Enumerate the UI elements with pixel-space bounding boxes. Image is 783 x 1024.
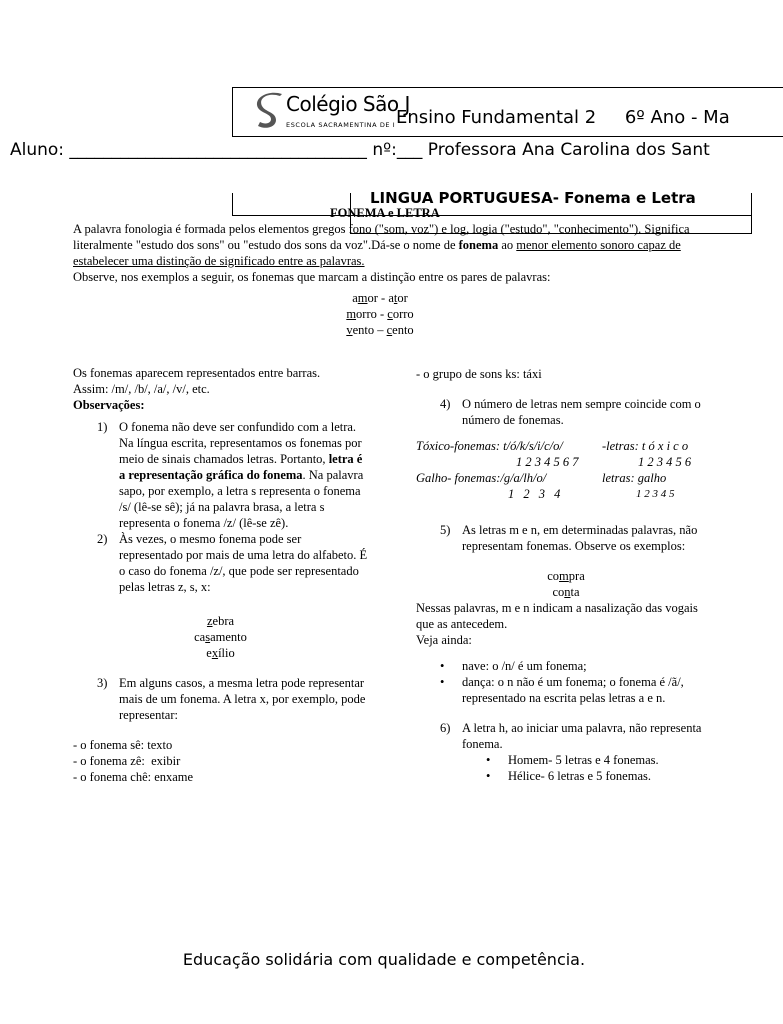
logo-s-icon <box>254 92 284 132</box>
subject-title: LINGUA PORTUGUESA- Fonema e Letra <box>370 189 696 207</box>
observation-3: 3) Em alguns casos, a mesma letra pode representar mais de um fonema. A letra x, por exemplo, pode representar: <box>97 676 366 722</box>
observations-list-4 <box>416 522 716 554</box>
nasal-note: Nessas palavras, m e n indicam a nasalização das vogais que as antecedem. <box>416 601 698 631</box>
x-examples: - o fonema sê: texto - o fonema zê: exibir - o fonema chê: enxame <box>73 738 194 784</box>
veja-ainda: Veja ainda: <box>416 633 472 647</box>
pair-2: morro - corro <box>346 307 414 321</box>
bullet-nave: • nave: o /n/ é um fonema; <box>440 659 587 673</box>
bullet-icon: • <box>440 659 445 673</box>
observations-list-2 <box>73 675 368 723</box>
left-line-2: Assim: /m/, /b/, /a/, /v/, etc. <box>73 382 210 396</box>
intro-paragraph <box>73 221 713 285</box>
intro-text-2: Observe, nos exemplos a seguir, os fonemas que marcam a distinção entre os pares de palavras: <box>73 270 551 284</box>
bullet-homem: • Homem- 5 letras e 4 fonemas. <box>486 753 659 767</box>
observations-title: Observações: <box>73 398 145 412</box>
logo-subtitle: ESCOLA SACRAMENTINA DE I <box>286 121 396 129</box>
observation-2: 2) Às vezes, o mesmo fonema pode ser representado por mais de uma letra do alfabeto. É o caso do fonema /z/, que pode ser representado pelas letras z, s, x: <box>97 532 368 594</box>
bullet-icon: • <box>486 753 491 767</box>
bullet-helice: • Hélice- 6 letras e 5 fonemas. <box>486 769 651 783</box>
h-examples <box>416 752 716 784</box>
observations-list-5 <box>416 720 716 752</box>
intro-ao: ao <box>498 238 517 252</box>
footer-slogan: Educação solidária com qualidade e competência. <box>182 950 586 969</box>
nasal-examples: compra conta <box>547 569 585 599</box>
intro-underlined: menor elemento sonoro capaz de estabelecer uma distinção de significado entre as palavras. <box>73 238 681 268</box>
bullet-danca: • dança: o n não é um fonema; o fonema é /ã/, representado na escrita pelas letras a e n. <box>440 675 684 705</box>
logo-name: Colégio São J <box>286 92 410 116</box>
observation-5: 5) As letras m e n, em determinadas palavras, não representam fonemas. Observe os exemplos: <box>440 523 698 553</box>
bullet-icon: • <box>486 769 491 783</box>
right-column <box>416 366 716 784</box>
observations-list-3 <box>416 396 716 428</box>
observation-1: 1) O fonema não deve ser confundido com a letra. Na língua escrita, representamos os fonemas por meio de sinais chamados letras. Portanto, letra é a representação gráfica do fonema. Na palavra sapo, por exemplo, a letra s representa o fonema /s/ (lê-se sê); já na palavra brasa, a letra s representa o fonema /z/ (lê-se zê). <box>97 420 364 530</box>
pair-3: vento – cento <box>346 323 414 337</box>
right-line-1: - o grupo de sons ks: táxi <box>416 367 542 381</box>
student-line: Aluno: ___________________________________ nº:___ Professora Ana Carolina dos Sant <box>10 140 710 160</box>
bullet-icon: • <box>440 675 445 689</box>
school-logo <box>254 90 410 134</box>
intro-text-1: A palavra fonologia é formada pelos elementos gregos fono ("som, voz") e log, logia ("estudo", "conhecimento"). Significa literalmente "estudo dos sons" ou "estudo dos sons da voz".Dá-se o nome de <box>73 222 690 252</box>
z-examples: zebra casamento exílio <box>194 614 247 660</box>
word-pairs <box>300 290 460 338</box>
observations-list <box>73 419 368 595</box>
left-column <box>73 365 368 785</box>
left-line-1: Os fonemas aparecem representados entre barras. <box>73 366 321 380</box>
observation-6: 6) A letra h, ao iniciar uma palavra, não representa fonema. <box>440 721 702 751</box>
section-title: FONEMA e LETRA <box>330 206 440 220</box>
header-title: Ensino Fundamental 2 6º Ano - Ma <box>396 107 730 128</box>
intro-bold-word: fonema <box>458 238 499 252</box>
nasal-bullets <box>416 658 716 706</box>
observation-4: 4) O número de letras nem sempre coincide com o número de fonemas. <box>440 397 701 427</box>
pair-1: amor - ator <box>352 291 408 305</box>
fonemas-table: Tóxico-fonemas: t/ó/k/s/i/c/o/ -letras: t ó x i c o 1 2 3 4 5 6 7 1 2 3 4 5 6 Galho- fonemas:/g/a/lh/o/ letras: galho 1 2 3 4 1 2 3 4 5 <box>416 439 692 501</box>
